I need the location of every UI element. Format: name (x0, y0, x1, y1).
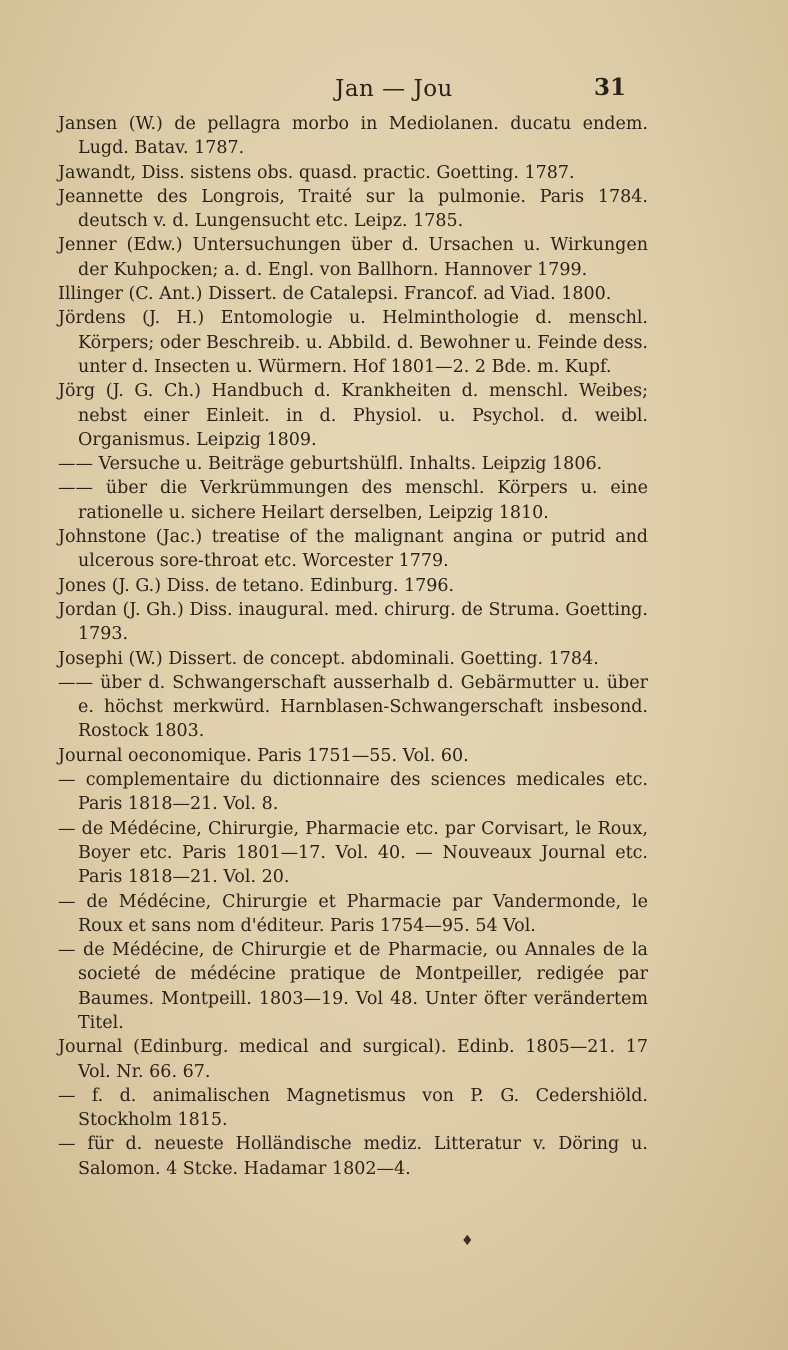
entry: Johnstone (Jac.) treatise of the malignant angina or putrid and ulcerous sore-throat etc. Worcester 1779. (58, 527, 648, 572)
entry: Illinger (C. Ant.) Dissert. de Catalepsi. Francof. ad Viad. 1800. (58, 284, 612, 305)
entry: Journal oeconomique. Paris 1751—55. Vol. 60. (58, 745, 469, 766)
entry: Journal (Edinburg. medical and surgical). Edinb. 1805—21. 17 Vol. Nr. 66. 67. (58, 1037, 648, 1082)
entry: Jörg (J. G. Ch.) Handbuch d. Krankheiten d. menschl. Weibes; nebst einer Einleit. in d. Physiol. u. Psychol. d. weibl. Organismus. Leipzig 1809. (58, 381, 648, 450)
header-title: Jan — Jou (335, 76, 453, 102)
entry: —— über d. Schwangerschaft ausserhalb d. Gebärmutter u. über e. höchst merkwürd. Harnblasen-Schwangerschaft insbesond. Rostock 1803. (58, 672, 648, 742)
entry: — de Médécine, de Chirurgie et de Pharmacie, ou Annales de la societé de médécine pratique de Montpeiller, redigée par Baumes. Montpeill. 1803—19. Vol 48. Unter öfter verändertem Titel. (58, 940, 648, 1033)
entry: Jansen (W.) de pellagra morbo in Mediolanen. ducatu endem. Lugd. Batav. 1787. (58, 114, 648, 159)
entry: — de Médécine, Chirurgie, Pharmacie etc. par Corvisart, le Roux, Boyer etc. Paris 1801—17. Vol. 40. — Nouveaux Journal etc. Paris 1818—21. Vol. 20. (58, 818, 648, 888)
entry: Jones (J. G.) Diss. de tetano. Edinburg. 1796. (58, 575, 455, 596)
entry: — complementaire du dictionnaire des sciences medicales etc. Paris 1818—21. Vol. 8. (58, 770, 648, 815)
entry-list (58, 112, 648, 1181)
entry: —— über die Verkrümmungen des menschl. Körpers u. eine rationelle u. sichere Heilart derselben, Leipzig 1810. (58, 478, 648, 523)
entry: Josephi (W.) Dissert. de concept. abdominali. Goetting. 1784. (58, 648, 599, 669)
entry: Jawandt, Diss. sistens obs. quasd. practic. Goetting. 1787. (58, 162, 575, 183)
page-number: 31 (593, 74, 626, 101)
entry: Jeannette des Longrois, Traité sur la pulmonie. Paris 1784. deutsch v. d. Lungensucht etc. Leipz. 1785. (58, 186, 648, 232)
entry: — de Médécine, Chirurgie et Pharmacie par Vandermonde, le Roux et sans nom d'éditeur. Paris 1754—95. 54 Vol. (58, 891, 648, 936)
entry: —— Versuche u. Beiträge geburtshülfl. Inhalts. Leipzig 1806. (58, 454, 603, 475)
entry: Jördens (J. H.) Entomologie u. Helminthologie d. menschl. Körpers; oder Beschreib. u. Abbild. d. Bewohner u. Feinde dess. unter d. Insecten u. Würmern. Hof 1801—2. 2 Bde. m. Kupf. (58, 308, 648, 377)
ornament-mark: ♦ (461, 1233, 474, 1249)
entry: — f. d. animalischen Magnetismus von P. G. Cedershiöld. Stockholm 1815. (58, 1085, 648, 1131)
running-header (0, 76, 788, 110)
entry: Jordan (J. Gh.) Diss. inaugural. med. chirurg. de Struma. Goetting. 1793. (58, 599, 648, 645)
entry: — für d. neueste Holländische mediz. Litteratur v. Döring u. Salomon. 4 Stcke. Hadamar 1802—4. (58, 1134, 648, 1179)
entry: Jenner (Edw.) Untersuchungen über d. Ursachen u. Wirkungen der Kuhpocken; a. d. Engl. von Ballhorn. Hannover 1799. (58, 235, 648, 280)
